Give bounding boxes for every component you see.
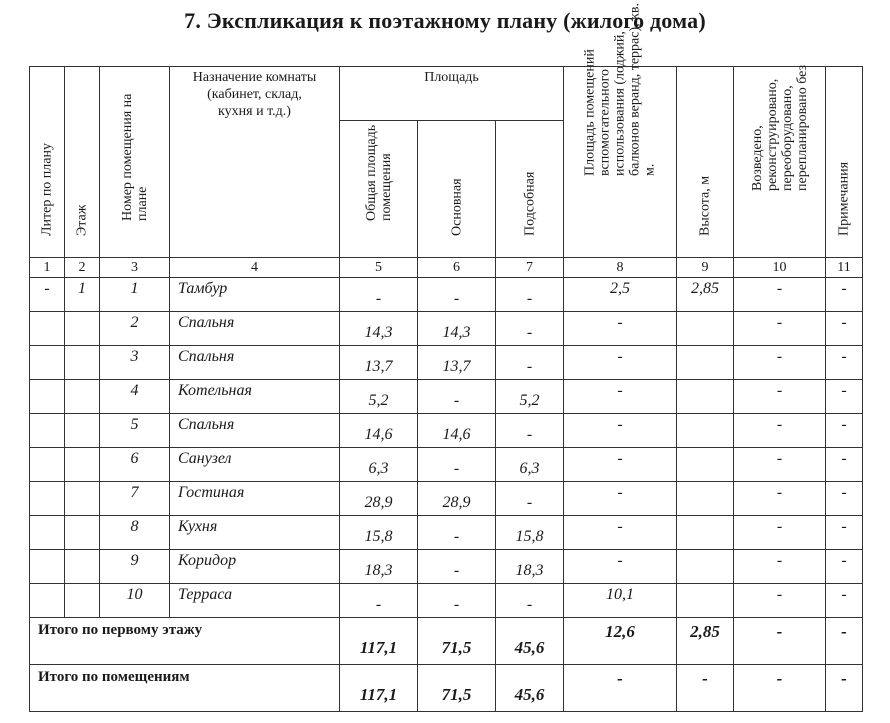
column-number: 6	[418, 258, 496, 278]
room-name-cell: Кухня	[170, 516, 340, 550]
table-row	[30, 482, 863, 516]
header-main: Основная	[418, 121, 496, 258]
height-cell	[677, 312, 734, 346]
main-area-cell: 71,5	[418, 665, 496, 712]
total-area-cell: 14,6	[340, 414, 418, 448]
aux-use-area-cell: -	[564, 380, 677, 414]
rebuilt-cell: -	[734, 312, 826, 346]
column-number: 10	[734, 258, 826, 278]
notes-cell: -	[826, 516, 863, 550]
room-name-cell: Гостиная	[170, 482, 340, 516]
height-cell	[677, 346, 734, 380]
total-area-cell: 15,8	[340, 516, 418, 550]
floor-cell	[65, 414, 100, 448]
liter-cell	[30, 448, 65, 482]
table-row	[30, 278, 863, 312]
liter-cell	[30, 516, 65, 550]
liter-cell	[30, 380, 65, 414]
notes-cell: -	[826, 550, 863, 584]
table-row	[30, 550, 863, 584]
aux-use-area-cell: -	[564, 448, 677, 482]
notes-cell: -	[826, 584, 863, 618]
total-area-cell: 18,3	[340, 550, 418, 584]
column-numbers-row	[30, 258, 863, 278]
auxiliary-area-cell: 5,2	[496, 380, 564, 414]
header-floor: Этаж	[65, 67, 100, 258]
column-number: 11	[826, 258, 863, 278]
auxiliary-area-cell: -	[496, 482, 564, 516]
table-row	[30, 312, 863, 346]
rebuilt-cell: -	[734, 278, 826, 312]
header-liter: Литер по плану	[30, 67, 65, 258]
floor-cell: 1	[65, 278, 100, 312]
rebuilt-cell: -	[734, 584, 826, 618]
auxiliary-area-cell: -	[496, 414, 564, 448]
room-number-cell: 6	[100, 448, 170, 482]
notes-cell: -	[826, 665, 863, 712]
notes-cell: -	[826, 482, 863, 516]
header-notes: Примечания	[826, 67, 863, 258]
floor-cell	[65, 516, 100, 550]
notes-cell: -	[826, 414, 863, 448]
header-aux-use-area: Площадь помещений вспомогательного использования (лоджий, балконов веранд, террас), кв. м.	[564, 67, 677, 258]
total-area-cell: 14,3	[340, 312, 418, 346]
notes-cell: -	[826, 380, 863, 414]
height-cell	[677, 482, 734, 516]
header-room-number: Номер помещения на плане	[100, 67, 170, 258]
notes-cell: -	[826, 346, 863, 380]
aux-use-area-cell: -	[564, 312, 677, 346]
total-area-cell: 5,2	[340, 380, 418, 414]
rebuilt-cell: -	[734, 516, 826, 550]
auxiliary-area-cell: -	[496, 312, 564, 346]
aux-use-area-cell: -	[564, 550, 677, 584]
height-cell: 2,85	[677, 278, 734, 312]
height-cell	[677, 380, 734, 414]
rebuilt-cell: -	[734, 618, 826, 665]
floor-cell	[65, 482, 100, 516]
liter-cell: -	[30, 278, 65, 312]
document-title: 7. Экспликация к поэтажному плану (жилого дома)	[184, 8, 706, 33]
room-name-cell: Спальня	[170, 414, 340, 448]
table-row	[30, 448, 863, 482]
column-number: 2	[65, 258, 100, 278]
height-cell	[677, 448, 734, 482]
aux-use-area-cell: -	[564, 665, 677, 712]
column-number: 5	[340, 258, 418, 278]
liter-cell	[30, 584, 65, 618]
total-area-cell: 117,1	[340, 665, 418, 712]
floor-cell	[65, 550, 100, 584]
auxiliary-area-cell: -	[496, 346, 564, 380]
notes-cell: -	[826, 448, 863, 482]
auxiliary-area-cell: 6,3	[496, 448, 564, 482]
room-name-cell: Санузел	[170, 448, 340, 482]
room-name-cell: Терраса	[170, 584, 340, 618]
room-name-cell: Спальня	[170, 312, 340, 346]
main-area-cell: 13,7	[418, 346, 496, 380]
total-area-cell: -	[340, 278, 418, 312]
aux-use-area-cell: 12,6	[564, 618, 677, 665]
table-row	[30, 414, 863, 448]
main-area-cell: 71,5	[418, 618, 496, 665]
room-number-cell: 2	[100, 312, 170, 346]
main-area-cell: 28,9	[418, 482, 496, 516]
aux-use-area-cell: -	[564, 482, 677, 516]
main-area-cell: -	[418, 448, 496, 482]
table-row	[30, 516, 863, 550]
main-area-cell: -	[418, 516, 496, 550]
column-number: 3	[100, 258, 170, 278]
liter-cell	[30, 550, 65, 584]
header-purpose: Назначение комнаты (кабинет, склад, кухня и т.д.)	[170, 67, 340, 258]
notes-cell: -	[826, 618, 863, 665]
height-cell	[677, 516, 734, 550]
aux-use-area-cell: -	[564, 516, 677, 550]
height-cell: 2,85	[677, 618, 734, 665]
column-number: 1	[30, 258, 65, 278]
total-label: Итого по первому этажу	[30, 618, 340, 665]
main-area-cell: -	[418, 380, 496, 414]
room-name-cell: Коридор	[170, 550, 340, 584]
room-number-cell: 1	[100, 278, 170, 312]
auxiliary-area-cell: -	[496, 584, 564, 618]
header-auxiliary: Подсобная	[496, 121, 564, 258]
floor-cell	[65, 448, 100, 482]
room-number-cell: 10	[100, 584, 170, 618]
table-row	[30, 346, 863, 380]
main-area-cell: 14,3	[418, 312, 496, 346]
main-area-cell: -	[418, 550, 496, 584]
room-name-cell: Спальня	[170, 346, 340, 380]
rebuilt-cell: -	[734, 482, 826, 516]
total-row	[30, 665, 863, 712]
auxiliary-area-cell: 18,3	[496, 550, 564, 584]
header-area-group: Площадь	[340, 67, 564, 121]
total-row	[30, 618, 863, 665]
height-cell: -	[677, 665, 734, 712]
rebuilt-cell: -	[734, 665, 826, 712]
rebuilt-cell: -	[734, 380, 826, 414]
liter-cell	[30, 414, 65, 448]
room-name-cell: Котельная	[170, 380, 340, 414]
aux-use-area-cell: 2,5	[564, 278, 677, 312]
liter-cell	[30, 482, 65, 516]
auxiliary-area-cell: 45,6	[496, 618, 564, 665]
total-area-cell: -	[340, 584, 418, 618]
main-area-cell: 14,6	[418, 414, 496, 448]
floor-cell	[65, 312, 100, 346]
column-number: 9	[677, 258, 734, 278]
total-area-cell: 117,1	[340, 618, 418, 665]
column-number: 8	[564, 258, 677, 278]
total-label: Итого по помещениям	[30, 665, 340, 712]
rebuilt-cell: -	[734, 448, 826, 482]
rebuilt-cell: -	[734, 346, 826, 380]
main-area-cell: -	[418, 584, 496, 618]
rebuilt-cell: -	[734, 414, 826, 448]
header-rebuilt: Возведено, реконструировано, переоборудовано, перепланировано без	[734, 67, 826, 258]
room-number-cell: 5	[100, 414, 170, 448]
floor-cell	[65, 584, 100, 618]
main-area-cell: -	[418, 278, 496, 312]
notes-cell: -	[826, 278, 863, 312]
aux-use-area-cell: -	[564, 346, 677, 380]
aux-use-area-cell: -	[564, 414, 677, 448]
total-area-cell: 13,7	[340, 346, 418, 380]
room-number-cell: 9	[100, 550, 170, 584]
column-number: 7	[496, 258, 564, 278]
header-height: Высота, м	[677, 67, 734, 258]
floor-cell	[65, 380, 100, 414]
height-cell	[677, 550, 734, 584]
room-number-cell: 7	[100, 482, 170, 516]
rebuilt-cell: -	[734, 550, 826, 584]
total-area-cell: 6,3	[340, 448, 418, 482]
header-total-area: Общая площадь помещения	[340, 121, 418, 258]
height-cell	[677, 584, 734, 618]
liter-cell	[30, 312, 65, 346]
table-row	[30, 380, 863, 414]
auxiliary-area-cell: 45,6	[496, 665, 564, 712]
room-name-cell: Тамбур	[170, 278, 340, 312]
height-cell	[677, 414, 734, 448]
liter-cell	[30, 346, 65, 380]
auxiliary-area-cell: -	[496, 278, 564, 312]
auxiliary-area-cell: 15,8	[496, 516, 564, 550]
floor-cell	[65, 346, 100, 380]
room-number-cell: 8	[100, 516, 170, 550]
room-number-cell: 3	[100, 346, 170, 380]
table-row	[30, 584, 863, 618]
notes-cell: -	[826, 312, 863, 346]
column-number: 4	[170, 258, 340, 278]
aux-use-area-cell: 10,1	[564, 584, 677, 618]
total-area-cell: 28,9	[340, 482, 418, 516]
room-number-cell: 4	[100, 380, 170, 414]
